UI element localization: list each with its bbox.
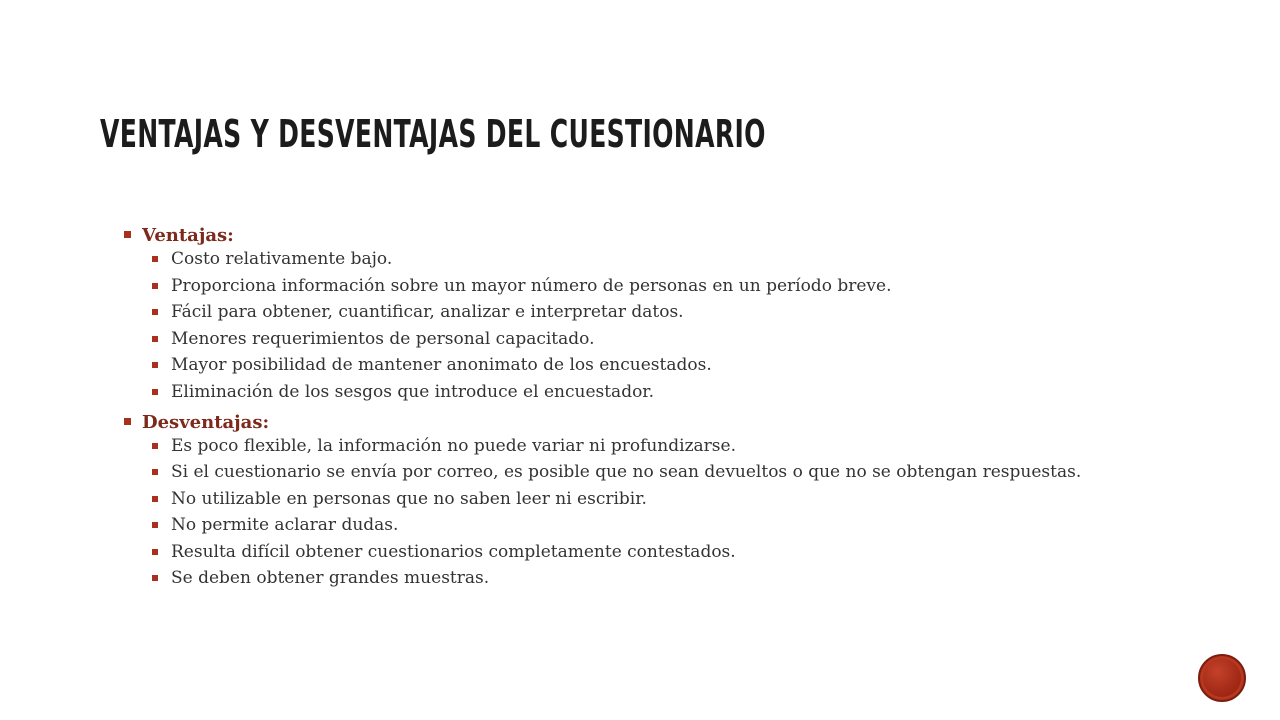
slide-content	[124, 224, 1164, 597]
list-item	[152, 275, 1164, 296]
list-item	[152, 304, 1164, 321]
square-bullet-icon	[152, 549, 158, 555]
list-item	[152, 328, 1164, 349]
square-bullet-icon	[152, 389, 158, 395]
ventajas-list	[152, 251, 1164, 401]
square-bullet-icon	[152, 309, 158, 315]
square-bullet-icon	[152, 443, 158, 449]
square-bullet-icon	[124, 418, 131, 425]
list-item	[152, 435, 1164, 456]
list-item-text: No permite aclarar dudas.	[171, 515, 399, 535]
square-bullet-icon	[152, 336, 158, 342]
list-item-text: Proporciona información sobre un mayor número de personas en un período breve.	[171, 275, 892, 296]
list-item-text: Menores requerimientos de personal capacitado.	[171, 328, 595, 349]
list-item	[152, 381, 1164, 402]
list-item	[152, 570, 1164, 587]
desventajas-list	[152, 435, 1164, 588]
square-bullet-icon	[152, 469, 158, 475]
list-item-text: Eliminación de los sesgos que introduce el encuestador.	[171, 381, 654, 402]
square-bullet-icon	[152, 496, 158, 502]
list-item-text: Fácil para obtener, cuantificar, analizar e interpretar datos.	[171, 302, 684, 322]
list-item	[152, 464, 1164, 481]
list-item-text: Es poco flexible, la información no puede variar ni profundizarse.	[171, 435, 736, 456]
circular-logo-icon	[1198, 654, 1246, 702]
list-item	[152, 488, 1164, 509]
list-item	[152, 541, 1164, 562]
list-item-text: Se deben obtener grandes muestras.	[171, 568, 490, 588]
list-item-text: Si el cuestionario se envía por correo, es posible que no sean devueltos o que no se obtengan respuestas.	[171, 462, 1082, 482]
square-bullet-icon	[124, 231, 131, 238]
list-item	[152, 357, 1164, 374]
section-heading-label: Ventajas:	[142, 225, 234, 246]
square-bullet-icon	[152, 522, 158, 528]
list-item	[152, 251, 1164, 268]
square-bullet-icon	[152, 283, 158, 289]
list-item-text: Costo relativamente bajo.	[171, 249, 393, 269]
section-heading-label: Desventajas:	[142, 411, 270, 433]
list-item	[152, 517, 1164, 534]
section-heading-ventajas	[124, 224, 1164, 248]
list-item-text: Resulta difícil obtener cuestionarios completamente contestados.	[171, 541, 736, 562]
section-heading-desventajas	[124, 411, 1164, 435]
slide-title: VENTAJAS Y DESVENTAJAS DEL CUESTIONARIO	[100, 112, 766, 156]
square-bullet-icon	[152, 256, 158, 262]
list-item-text: Mayor posibilidad de mantener anonimato de los encuestados.	[171, 355, 712, 375]
square-bullet-icon	[152, 362, 158, 368]
list-item-text: No utilizable en personas que no saben leer ni escribir.	[171, 488, 647, 509]
square-bullet-icon	[152, 575, 158, 581]
